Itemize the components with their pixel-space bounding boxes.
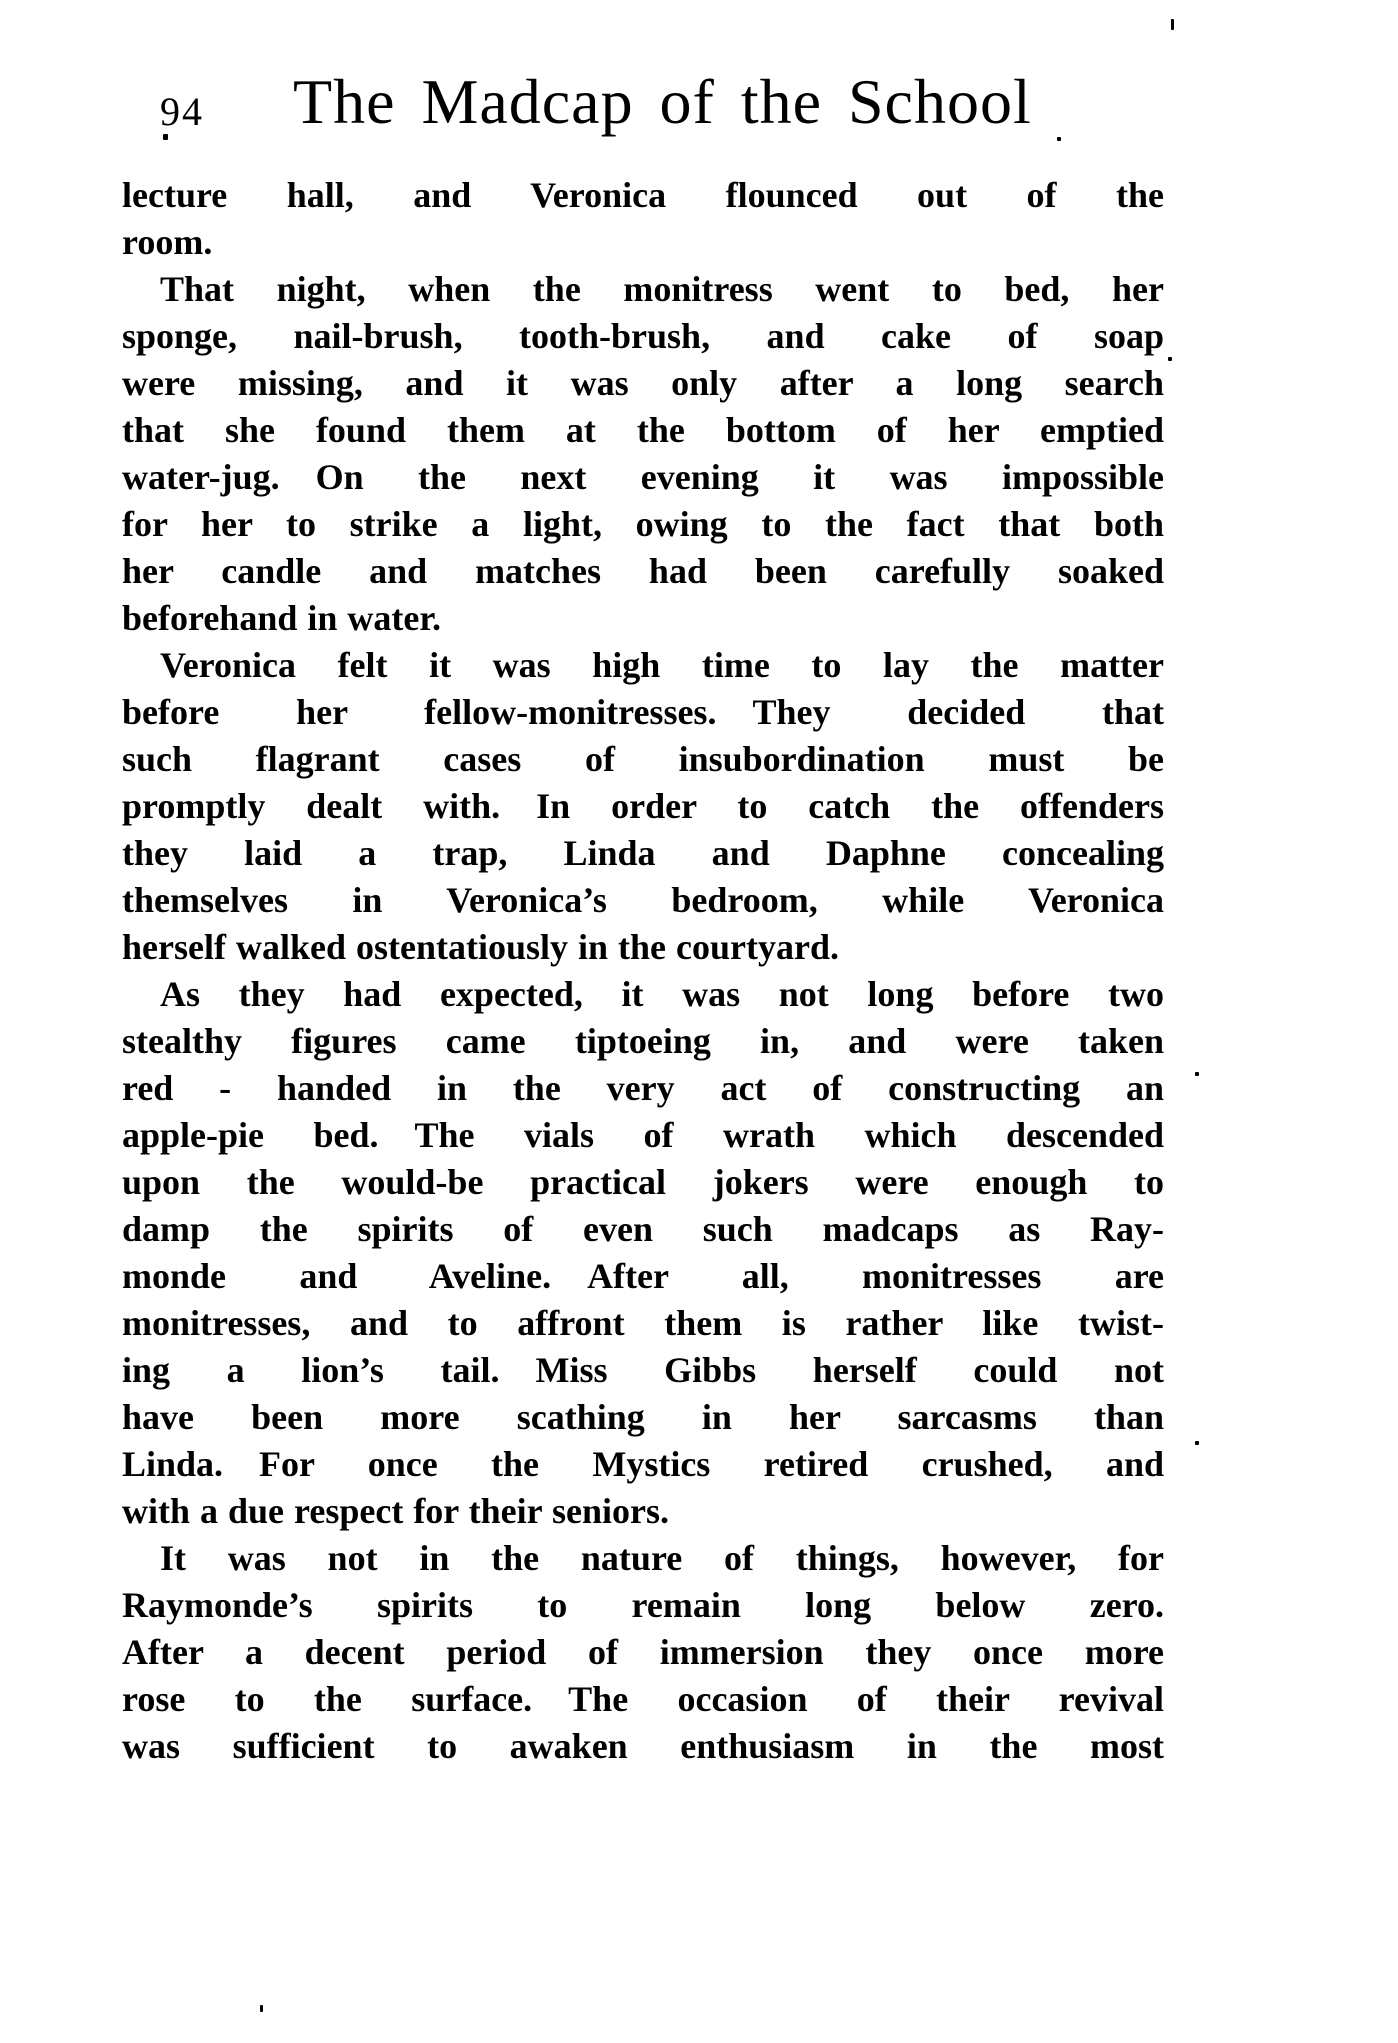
scan-speck [1168, 357, 1172, 361]
text-line: rose to the surface. The occasion of their revival [122, 1679, 1164, 1719]
text-line: water-jug. On the next evening it was impossible [122, 457, 1164, 497]
text-line: red - handed in the very act of constructing an [122, 1068, 1164, 1108]
text-line: It was not in the nature of things, however, for [160, 1538, 1164, 1578]
text-line: her candle and matches had been carefully soaked [122, 551, 1164, 591]
text-line: were missing, and it was only after a long search [122, 363, 1164, 403]
text-line: Veronica felt it was high time to lay the matter [160, 645, 1164, 685]
text-line: sponge, nail-brush, tooth-brush, and cake of soap [122, 316, 1164, 356]
text-line: such flagrant cases of insubordination must be [122, 739, 1164, 779]
text-line: upon the would-be practical jokers were enough to [122, 1162, 1164, 1202]
text-line: stealthy figures came tiptoeing in, and were taken [122, 1021, 1164, 1061]
text-line: that she found them at the bottom of her emptied [122, 410, 1164, 450]
page-number: 94 [160, 89, 204, 134]
text-line: After a decent period of immersion they once more [122, 1632, 1164, 1672]
text-line: herself walked ostentatiously in the courtyard. [122, 927, 839, 967]
scan-speck [1195, 1441, 1199, 1445]
text-line: have been more scathing in her sarcasms than [122, 1397, 1164, 1437]
text-line: monde and Aveline. After all, monitresses are [122, 1256, 1164, 1296]
text-line: for her to strike a light, owing to the fact that both [122, 504, 1164, 544]
text-line: before her fellow-monitresses. They decided that [122, 692, 1164, 732]
page-text [122, 172, 1164, 1770]
scan-speck [1057, 137, 1061, 141]
scan-speck [1171, 19, 1174, 30]
text-line: That night, when the monitress went to bed, her [160, 269, 1164, 309]
text-line: ing a lion’s tail. Miss Gibbs herself could not [122, 1350, 1164, 1390]
text-line: themselves in Veronica’s bedroom, while Veronica [122, 880, 1164, 920]
text-line: Raymonde’s spirits to remain long below zero. [122, 1585, 1164, 1625]
text-line: room. [122, 222, 213, 262]
text-line: with a due respect for their seniors. [122, 1491, 669, 1531]
text-line: they laid a trap, Linda and Daphne concealing [122, 833, 1164, 873]
running-title: The Madcap of the School [293, 66, 1032, 137]
scan-speck [1195, 1072, 1199, 1076]
text-line: beforehand in water. [122, 598, 442, 638]
text-line: damp the spirits of even such madcaps as Ray- [122, 1209, 1164, 1249]
scan-speck [260, 2005, 263, 2012]
text-line: Linda. For once the Mystics retired crushed, and [122, 1444, 1164, 1484]
text-line: apple-pie bed. The vials of wrath which descended [122, 1115, 1164, 1155]
text-line: monitresses, and to affront them is rather like twist- [122, 1303, 1164, 1343]
text-line: As they had expected, it was not long before two [160, 974, 1164, 1014]
scan-speck [163, 134, 168, 140]
text-line: lecture hall, and Veronica flounced out of the [122, 175, 1164, 215]
text-line: was sufficient to awaken enthusiasm in the most [122, 1726, 1164, 1766]
text-line: promptly dealt with. In order to catch the offenders [122, 786, 1164, 826]
